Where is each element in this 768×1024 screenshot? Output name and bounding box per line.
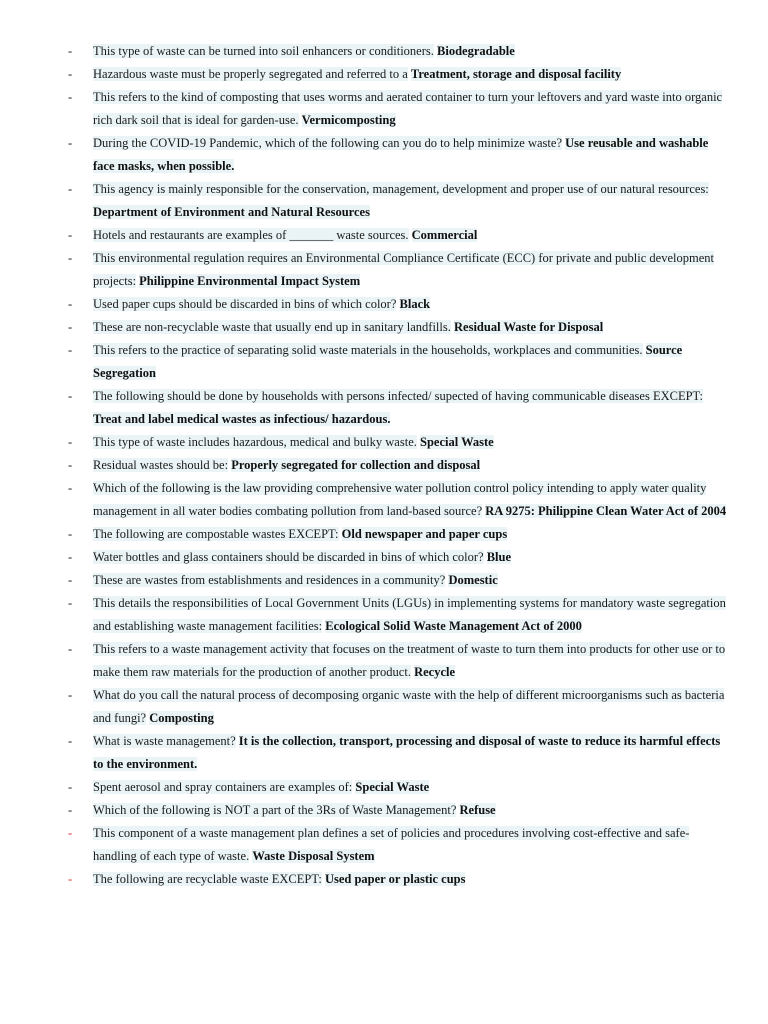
list-item xyxy=(0,569,768,592)
bullet-dash: - xyxy=(68,826,73,840)
list-item xyxy=(0,477,768,523)
bullet-dash: - xyxy=(68,550,73,564)
answer-text: Waste Disposal System xyxy=(252,849,375,863)
list-item xyxy=(0,224,768,247)
question-text: Hazardous waste must be properly segregated and referred to a xyxy=(93,67,408,81)
bullet-dash: - xyxy=(68,573,73,587)
answer-text: Biodegradable xyxy=(437,44,515,58)
question-text: Water bottles and glass containers should be discarded in bins of which color? xyxy=(93,550,484,564)
bullet-dash: - xyxy=(68,182,73,196)
bullet-dash: - xyxy=(68,297,73,311)
list-item xyxy=(0,247,768,293)
bullet-dash: - xyxy=(68,780,73,794)
bullet-dash: - xyxy=(68,642,73,656)
answer-text: Special Waste xyxy=(420,435,494,449)
question-text: Hotels and restaurants are examples of _______ waste sources. xyxy=(93,228,409,242)
question-text: Residual wastes should be: xyxy=(93,458,229,472)
bullet-dash: - xyxy=(68,435,73,449)
list-item xyxy=(0,776,768,799)
document-page xyxy=(0,40,768,891)
question-text: What do you call the natural process of decomposing organic waste with the help of different microorganisms such as bacteria and fungi? xyxy=(93,688,725,725)
list-item xyxy=(0,86,768,132)
question-text: Spent aerosol and spray containers are examples of: xyxy=(93,780,353,794)
list-item xyxy=(0,684,768,730)
question-text: This environmental regulation requires an Environmental Compliance Certificate (ECC) for private and public development projects: xyxy=(93,251,714,288)
question-text: Which of the following is NOT a part of the 3Rs of Waste Management? xyxy=(93,803,457,817)
answer-text: Black xyxy=(399,297,431,311)
bullet-dash: - xyxy=(68,872,73,886)
question-text: This agency is mainly responsible for the conservation, management, development and proper use of our natural resources: xyxy=(93,182,709,196)
answer-text: Recycle xyxy=(414,665,456,679)
question-text: What is waste management? xyxy=(93,734,236,748)
list-item xyxy=(0,385,768,431)
answer-text: Composting xyxy=(149,711,214,725)
list-item xyxy=(0,868,768,891)
bullet-dash: - xyxy=(68,688,73,702)
answer-text: Special Waste xyxy=(355,780,430,794)
question-text: Used paper cups should be discarded in bins of which color? xyxy=(93,297,397,311)
question-text: The following are recyclable waste EXCEPT: xyxy=(93,872,322,886)
answer-text: RA 9275: Philippine Clean Water Act of 2004 xyxy=(485,504,727,518)
answer-text: Residual Waste for Disposal xyxy=(454,320,604,334)
bullet-dash: - xyxy=(68,527,73,541)
question-text: The following should be done by households with persons infected/ supected of having communicable diseases EXCEPT: xyxy=(93,389,704,403)
question-text: This refers to the kind of composting that uses worms and aerated container to turn your leftovers and yard waste into organic rich dark soil that is ideal for garden-use. xyxy=(93,90,723,127)
list-item xyxy=(0,63,768,86)
answer-text: Department of Environment and Natural Resources xyxy=(93,205,370,219)
bullet-dash: - xyxy=(68,389,73,403)
question-text: This type of waste can be turned into soil enhancers or conditioners. xyxy=(93,44,434,58)
list-item xyxy=(0,431,768,454)
answer-text: Used paper or plastic cups xyxy=(324,872,466,886)
question-text: These are non-recyclable waste that usually end up in sanitary landfills. xyxy=(93,320,451,334)
answer-text: It is the collection, transport, processing and disposal of waste to reduce its harmful effects to the environment. xyxy=(93,734,721,771)
answer-text: Use reusable and washable face masks, when possible. xyxy=(93,136,709,173)
bullet-dash: - xyxy=(68,136,73,150)
list-item xyxy=(0,339,768,385)
list-item xyxy=(0,822,768,868)
answer-text: Treat and label medical wastes as infectious/ hazardous. xyxy=(93,412,391,426)
question-text: This refers to a waste management activity that focuses on the treatment of waste to turn them into products for other use or to make them raw materials for the production of another product. xyxy=(93,642,726,679)
list-item xyxy=(0,132,768,178)
question-text: This refers to the practice of separating solid waste materials in the households, workplaces and communities. xyxy=(93,343,643,357)
list-item xyxy=(0,546,768,569)
bullet-dash: - xyxy=(68,481,73,495)
answer-text: Treatment, storage and disposal facility xyxy=(410,67,622,81)
bullet-dash: - xyxy=(68,67,73,81)
answer-text: Vermicomposting xyxy=(301,113,396,127)
answer-text: Source Segregation xyxy=(93,343,683,380)
bullet-dash: - xyxy=(68,458,73,472)
list-item xyxy=(0,523,768,546)
bullet-dash: - xyxy=(68,251,73,265)
bullet-dash: - xyxy=(68,343,73,357)
question-text: Which of the following is the law providing comprehensive water pollution control policy intending to apply water quality management in all water bodies combating pollution from land-based source? xyxy=(93,481,707,518)
bullet-dash: - xyxy=(68,320,73,334)
bullet-dash: - xyxy=(68,44,73,58)
answer-text: Blue xyxy=(486,550,511,564)
list-item xyxy=(0,178,768,224)
list-item xyxy=(0,40,768,63)
question-text: This component of a waste management plan defines a set of policies and procedures involving cost-effective and safe-handling of each type of waste. xyxy=(93,826,690,863)
question-text: During the COVID-19 Pandemic, which of the following can you do to help minimize waste? xyxy=(93,136,562,150)
answer-text: Philippine Environmental Impact System xyxy=(139,274,361,288)
question-text: These are wastes from establishments and residences in a community? xyxy=(93,573,446,587)
bullet-dash: - xyxy=(68,228,73,242)
list-item xyxy=(0,799,768,822)
bullet-dash: - xyxy=(68,734,73,748)
list-item xyxy=(0,316,768,339)
answer-text: Ecological Solid Waste Management Act of 2000 xyxy=(325,619,582,633)
answer-text: Commercial xyxy=(411,228,478,242)
list-item xyxy=(0,592,768,638)
answer-text: Refuse xyxy=(459,803,496,817)
answer-text: Domestic xyxy=(448,573,498,587)
list-item xyxy=(0,454,768,477)
qa-list xyxy=(0,40,768,891)
question-text: The following are compostable wastes EXCEPT: xyxy=(93,527,339,541)
list-item xyxy=(0,293,768,316)
list-item xyxy=(0,638,768,684)
list-item xyxy=(0,730,768,776)
answer-text: Properly segregated for collection and disposal xyxy=(231,458,481,472)
bullet-dash: - xyxy=(68,596,73,610)
answer-text: Old newspaper and paper cups xyxy=(341,527,508,541)
question-text: This type of waste includes hazardous, medical and bulky waste. xyxy=(93,435,417,449)
bullet-dash: - xyxy=(68,803,73,817)
bullet-dash: - xyxy=(68,90,73,104)
question-text: This details the responsibilities of Local Government Units (LGUs) in implementing systems for mandatory waste segregation and establishing waste management facilities: xyxy=(93,596,726,633)
